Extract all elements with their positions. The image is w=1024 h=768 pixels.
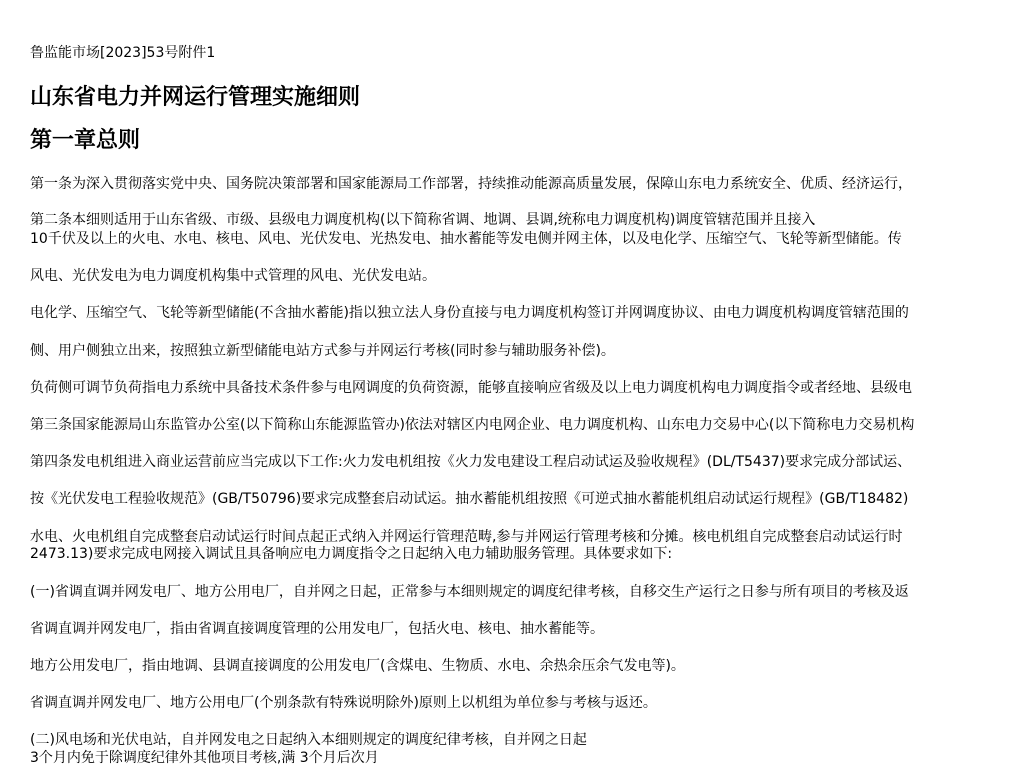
paragraph-article-4-pv: 按《光伏发电工程验收规范》(GB/T50796)要求完成整套启动试运。抽水蓄能机组按照《可逆式抽水蓄能机组启动试运行规程》(GB/T18482) — [30, 491, 909, 507]
paragraph-storage-cont: 侧、用户侧独立出来，按照独立新型储能电站方式参与并网运行考核(同时参与辅助服务补偿)。 — [30, 343, 615, 359]
paragraph-item-2-cont: 3个月内免于除调度纪律外其他项目考核,满 3个月后次月 — [30, 750, 379, 766]
document-title: 山东省电力并网运行管理实施细则 — [30, 85, 361, 110]
paragraph-article-4-hydro: 水电、火电机组自完成整套启动试运行时间点起正式纳入并网运行管理范畴,参与并网运行管理考核和分摊。核电机组自完成整套启动试运行时 — [30, 529, 903, 545]
paragraph-article-1: 第一条为深入贯彻落实党中央、国务院决策部署和国家能源局工作部署，持续推动能源高质量发展，保障山东电力系统安全、优质、经济运行， — [30, 176, 912, 192]
paragraph-wind-solar: 风电、光伏发电为电力调度机构集中式管理的风电、光伏发电站。 — [30, 268, 436, 284]
paragraph-local-plants: 地方公用发电厂，指由地调、县调直接调度的公用发电厂(含煤电、生物质、水电、余热余压余气发电等)。 — [30, 658, 685, 674]
chapter-title: 第一章总则 — [30, 128, 141, 153]
paragraph-article-2-cont: 10千伏及以上的火电、水电、核电、风电、光伏发电、光热发电、抽水蓄能等发电侧并网主体，以及电化学、压缩空气、飞轮等新型储能。传 — [30, 231, 902, 247]
paragraph-load: 负荷侧可调节负荷指电力系统中具备技术条件参与电网调度的负荷资源，能够直接响应省级及以上电力调度机构电力调度指令或者经地、县级电 — [30, 380, 912, 396]
paragraph-provincial-plants: 省调直调并网发电厂，指由省调直接调度管理的公用发电厂，包括火电、核电、抽水蓄能等。 — [30, 621, 604, 637]
paragraph-item-2: (二)风电场和光伏电站，自并网发电之日起纳入本细则规定的调度纪律考核，自并网之日起 — [30, 732, 587, 748]
paragraph-storage: 电化学、压缩空气、飞轮等新型储能(不含抽水蓄能)指以独立法人身份直接与电力调度机构签订并网调度协议、由电力调度机构调度管辖范围的 — [30, 305, 909, 321]
paragraph-item-1: (一)省调直调并网发电厂、地方公用电厂，自并网之日起，正常参与本细则规定的调度纪律考核，自移交生产运行之日参与所有项目的考核及返 — [30, 584, 909, 600]
paragraph-article-4-hydro-cont: 2473.13)要求完成电网接入调试且具备响应电力调度指令之日起纳入电力辅助服务管理。具体要求如下: — [30, 546, 673, 562]
paragraph-unit-basis: 省调直调并网发电厂、地方公用电厂(个别条款有特殊说明除外)原则上以机组为单位参与考核与返还。 — [30, 695, 657, 711]
paragraph-article-3: 第三条国家能源局山东监管办公室(以下简称山东能源监管办)依法对辖区内电网企业、电力调度机构、山东电力交易中心(以下简称电力交易机构 — [30, 417, 915, 433]
paragraph-article-2: 第二条本细则适用于山东省级、市级、县级电力调度机构(以下简称省调、地调、县调,统称电力调度机构)调度管辖范围并且接入 — [30, 212, 816, 228]
document-number: 鲁监能市场[2023]53号附件1 — [30, 45, 216, 61]
paragraph-article-4: 第四条发电机组进入商业运营前应当完成以下工作:火力发电机组按《火力发电建设工程启动试运及验收规程》(DL/T5437)要求完成分部试运、 — [30, 454, 912, 470]
